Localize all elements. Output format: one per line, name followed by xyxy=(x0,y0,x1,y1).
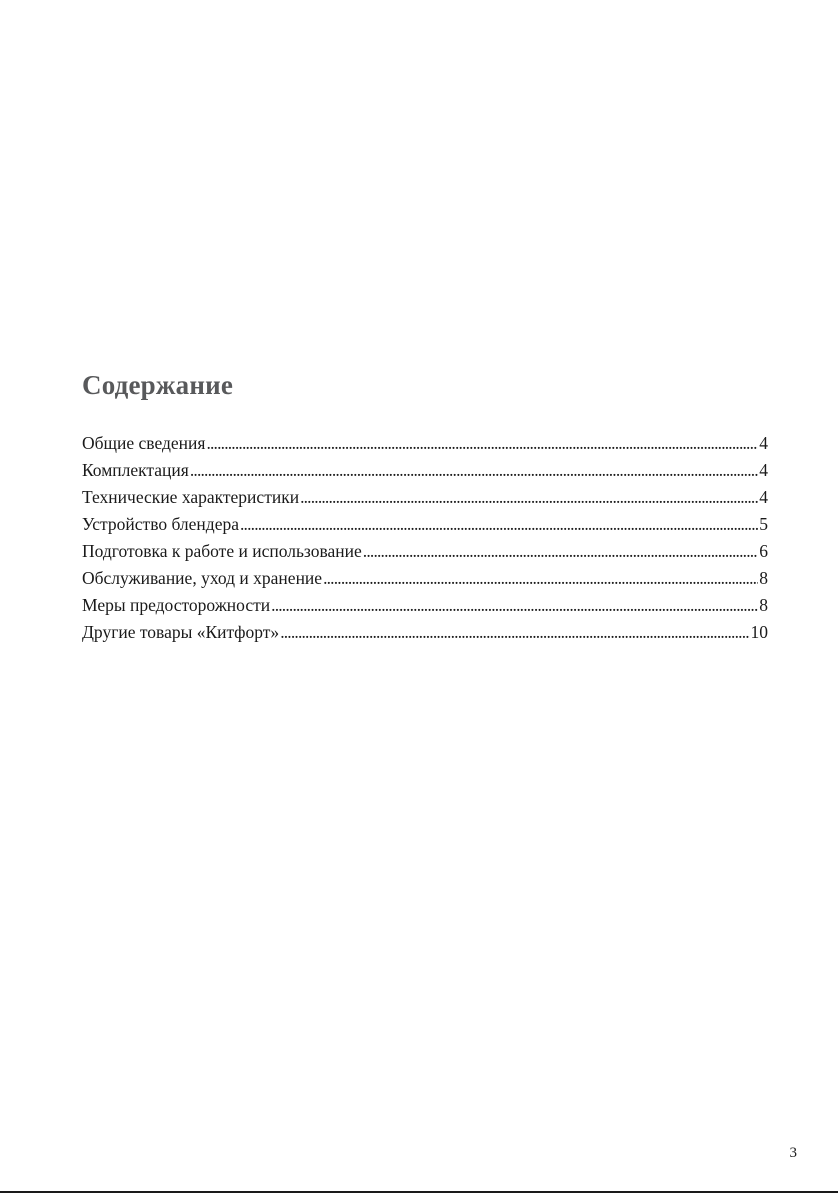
toc-entry-label: Обслуживание, уход и хранение xyxy=(82,568,323,588)
toc-entry-page: 5 xyxy=(759,514,768,534)
toc-entry-label: Подготовка к работе и использование xyxy=(82,541,362,561)
toc-entry-label: Устройство блендера xyxy=(82,514,239,534)
toc-dot-leader xyxy=(190,457,758,484)
toc-dot-leader xyxy=(300,484,758,511)
toc-entry-package-contents[interactable] xyxy=(82,457,768,484)
toc-entry-page: 8 xyxy=(759,568,768,588)
toc-entry-label: Другие товары «Китфорт» xyxy=(82,622,280,642)
toc-dot-leader xyxy=(206,430,758,457)
toc-entry-page: 6 xyxy=(759,541,768,561)
toc-entry-label: Технические характеристики xyxy=(82,487,300,507)
toc-entry-maintenance-care-storage[interactable] xyxy=(82,565,768,592)
toc-entry-safety-precautions[interactable] xyxy=(82,592,768,619)
toc-title: Содержание xyxy=(82,370,234,400)
toc-entry-label: Общие сведения xyxy=(82,433,206,453)
toc-entry-specifications[interactable] xyxy=(82,484,768,511)
toc-dot-leader xyxy=(240,511,758,538)
toc-entry-blender-design[interactable] xyxy=(82,511,768,538)
toc-entry-general-info[interactable] xyxy=(82,430,768,457)
toc-entry-preparation-and-use[interactable] xyxy=(82,538,768,565)
toc-entry-page: 10 xyxy=(750,622,768,642)
toc-entry-page: 8 xyxy=(759,595,768,615)
toc-entry-page: 4 xyxy=(759,487,768,507)
toc-entry-page: 4 xyxy=(759,460,768,480)
toc-dot-leader xyxy=(271,592,758,619)
toc-dot-leader xyxy=(323,565,758,592)
toc-dot-leader xyxy=(280,619,749,646)
toc-dot-leader xyxy=(363,538,758,565)
toc-entry-label: Комплектация xyxy=(82,460,189,480)
page-number: 3 xyxy=(789,1145,797,1161)
toc-entry-label: Меры предосторожности xyxy=(82,595,271,615)
toc-entry-other-products[interactable] xyxy=(82,619,768,646)
toc-entry-page: 4 xyxy=(759,433,768,453)
table-of-contents xyxy=(82,430,768,646)
